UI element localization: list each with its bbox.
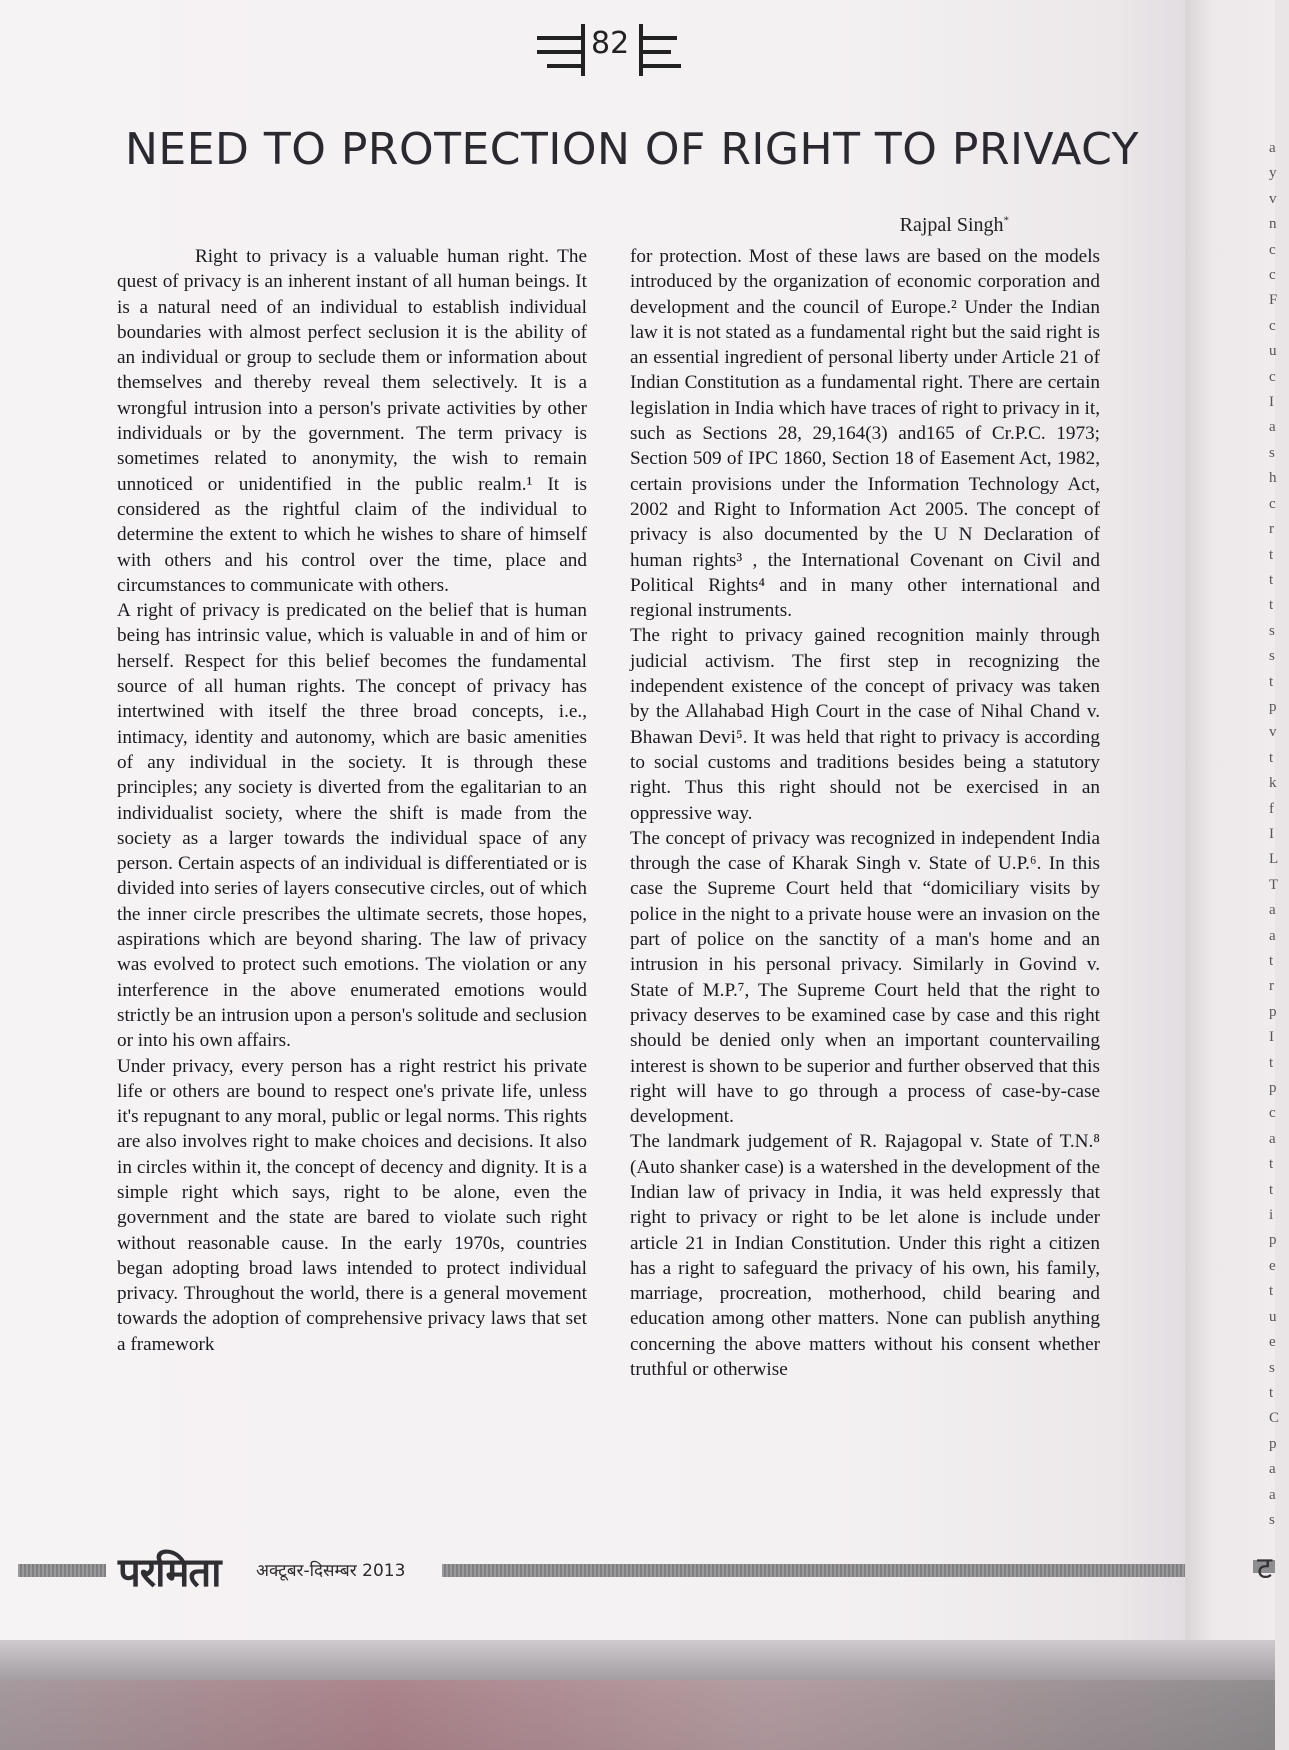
footer-band-left: [18, 1564, 106, 1577]
author-name: Rajpal Singh: [899, 214, 1004, 236]
paragraph: The landmark judgement of R. Rajagopal v. State of T.N.⁸ (Auto shanker case) is a watershed in the development of the Indian law of privacy in India, it was held expressly that right to privacy or right to be let alone is include under article 21 in Indian Constitution. Under this right a citizen has a right to safeguard the privacy of his own, his family, marriage, procreation, motherhood, child bearing and education among other matters. None can publish anything concerning the above matters without his consent whether truthful or otherwise: [630, 1131, 1100, 1381]
adjacent-page-edge: [1185, 0, 1280, 1640]
paragraph: The concept of privacy was recognized in independent India through the case of Kharak Singh v. State of U.P.⁶. In this case the Supreme Court held that “domiciliary visits by police in the night to a private house were an invasion on the part of police on the sanctity of a man's home and an intrusion in his personal privacy. Similarly in Govind v. State of M.P.⁷, The Supreme Court held that the right to privacy deserves to be examined case by case and this right should be denied only when an important countervailing interest is shown to be superior and further observed that this right will have to go through a process of case-by-case development.: [630, 827, 1100, 1128]
paragraph: Under privacy, every person has a right restrict his private life or others are bound to respect one's private life, unless it's repugnant to any moral, public or legal norms. This rights are also involves right to make choices and decisions. It also in circles within it, the concept of decency and dignity. It is a simple right which says, right to be alone, even the government and the state are bared to violate such right without reasonable cause. In the early 1970s, countries began adopting broad laws intended to protect individual privacy. Throughout the world, there is a general movement towards the adoption of comprehensive privacy laws that set a framework: [117, 1055, 587, 1355]
page-number: 82: [591, 26, 630, 61]
page-number-header: [533, 24, 693, 76]
paragraph: for protection. Most of these laws are based on the models introduced by the organization of economic corporation and development and the council of Europe.² Under the Indian law it is not stated as a fundamental right but the said right is an essential ingredient of personal liberty under Article 21 of Indian Constitution as a fundamental right. There are certain legislation in India which have traces of right to privacy in it, such as Sections 28, 29,164(3) and165 of Cr.P.C. 1973; Section 509 of IPC 1860, Section 18 of Easement Act, 1982, certain provisions under the Information Technology Act, 2002 and Right to Information Act 2005. The concept of privacy is also documented by the U N Declaration of human rights³ , the International Covenant on Civil and Political Rights⁴ and in many other international and regional instruments.: [630, 246, 1100, 622]
article-title: NEED TO PROTECTION OF RIGHT TO PRIVACY: [125, 124, 1139, 175]
author-footnote-mark: *: [1003, 214, 1009, 227]
footer-band-right: [442, 1564, 1185, 1577]
page-footer: [0, 1543, 1185, 1596]
paragraph: A right of privacy is predicated on the belief that is human being has intrinsic value, which is valuable in and of him or herself. Respect for this belief becomes the fundamental source of all human rights. The concept of privacy has intertwined with itself the three broad concepts, i.e., intimacy, identity and autonomy, which are basic amenities of any individual in the society. It is through these principles; any society is diverted from the egalitarian to an individualist society, where the shift is made from the society as a larger towards the individual space of any person. Certain aspects of an individual is differentiated or is divided into series of layers consecutive circles, out of which the inner circle prescribes the ultimate secrets, those hopes, aspirations which are beyond sharing. The law of privacy was evolved to protect such emotions. The violation or any interference in the above enumerated emotions would strictly be an intrusion upon a person's solitude and seclusion or into his own affairs.: [117, 600, 587, 1052]
paragraph: Right to privacy is a valuable human right. The quest of privacy is an inherent instant of all human beings. It is a natural need of an individual to establish individual boundaries with almost perfect seclusion it is the ability of an individual or group to seclude them or information about themselves and thereby reveal them selectively. It is a wrongful intrusion into a person's private activities by other individuals or by the government. The term privacy is sometimes related to anonymity, the wish to remain unnoticed or unidentified in the public realm.¹ It is considered as the rightful claim of the individual to determine the extent to which he wishes to share of himself with others and his control over the time, place and circumstances to communicate with others.: [117, 246, 587, 596]
adjacent-page-text: a y v n c c F c u c I a s h c r t t t s s t p v t k f I L T a a t r p I t p c a t t i p e t u e s t C p a a s: [1269, 140, 1280, 1528]
journal-logo: परमिता: [118, 1550, 221, 1596]
binding-shadow: [0, 1640, 1275, 1750]
paragraph: The right to privacy gained recognition mainly through judicial activism. The first step in recognizing the independent existence of the concept of privacy was taken by the Allahabad High Court in the case of Nihal Chand v. Bhawan Devi⁵. It was held that right to privacy is according to social customs and traditions besides being a statutory right. Thus this right should not be exercised in an oppressive way.: [630, 625, 1100, 824]
adjacent-page-glyph: ट: [1257, 1551, 1273, 1586]
author-byline: [900, 214, 1009, 237]
issue-date: अक्टूबर-दिसम्बर 2013: [256, 1561, 406, 1581]
left-column: [117, 244, 587, 1357]
right-column: [630, 244, 1100, 1382]
